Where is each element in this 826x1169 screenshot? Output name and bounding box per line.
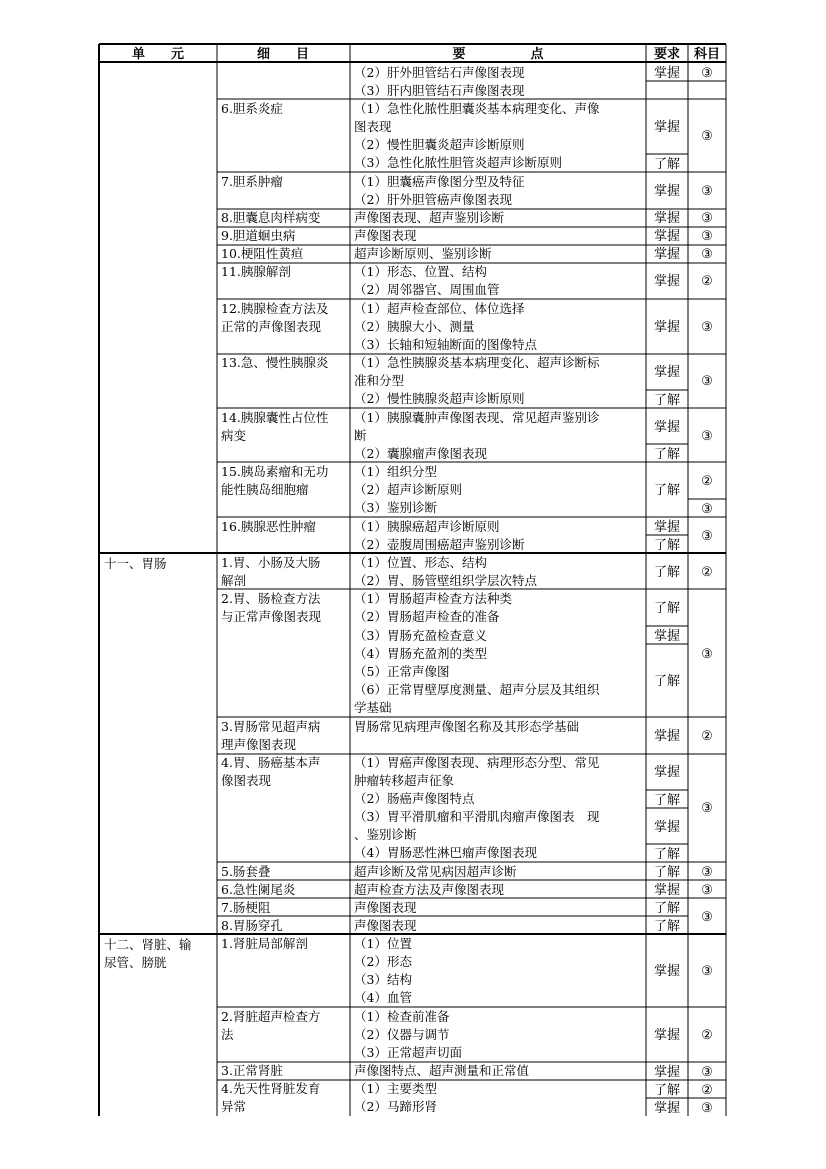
detail-cell: 8.胃肠穿孔 [221,918,283,933]
requirement-cell: 掌握 [653,1028,681,1043]
header-requirement: 要求 [653,47,681,62]
subject-cell: ③ [701,801,713,816]
requirement-column [654,65,680,1116]
header-subject: 科目 [693,47,721,62]
point-line: （3）胃肠充盈检查意义 [354,628,487,643]
point-line: 肿瘤转移超声征象 [354,773,455,788]
header-unit: 单 元 [131,47,185,62]
point-line: （2）肝外胆管癌声像图表现 [354,192,512,207]
detail-column [221,101,329,1114]
subject-cell: ③ [701,129,713,144]
detail-cell: 2.肾脏超声检查方 [221,1009,321,1024]
requirement-cell: 了解 [653,865,681,880]
requirement-cell: 了解 [653,674,681,689]
unit-label: 十一、胃肠 [104,556,167,571]
point-line: （6）正常胃壁厚度测量、超声分层及其组织 [354,682,600,697]
point-line: （2）仪器与调节 [354,1027,450,1042]
requirement-cell: 掌握 [653,274,681,289]
point-line: （1）组织分型 [354,464,437,479]
subject-cell: ③ [701,184,713,199]
unit-label: 十二、肾脏、输 [104,937,192,952]
requirement-cell: 了解 [653,919,681,934]
detail-cell: 与正常声像图表现 [221,609,322,624]
detail-cell: 13.急、慢性胰腺炎 [221,355,329,370]
subject-cell: ② [701,274,713,289]
requirement-cell: 了解 [653,1083,681,1098]
point-line: 胃肠常见病理声像图名称及其形态学基础 [354,719,580,734]
point-line: （2）肝外胆管结石声像图表现 [354,65,525,80]
point-line: 超声检查方法及声像图表现 [354,882,505,897]
table-header [132,46,720,62]
point-line: （2）慢性胰腺炎超声诊断原则 [354,391,525,406]
point-line: （2）肠癌声像图特点 [354,791,475,806]
subject-cell: ② [701,1083,713,1098]
point-line: （4）血管 [354,990,412,1005]
subject-cell: ③ [701,1101,713,1116]
unit-column [104,556,192,970]
subject-cell: ③ [701,374,713,389]
requirement-cell: 掌握 [653,320,681,335]
point-line: 学基础 [354,700,392,715]
point-line: （3）胃平滑肌瘤和平滑肌肉瘤声像图表 现 [354,809,600,824]
detail-cell: 5.肠套叠 [221,864,271,879]
unit-label: 尿管、膀胱 [104,955,167,970]
subject-cell: ② [701,474,713,489]
point-line: （3）长轴和短轴断面的图像特点 [354,337,537,352]
subject-cell: ③ [701,211,713,226]
detail-cell: 7.胆系肿瘤 [221,174,283,189]
requirement-cell: 掌握 [653,729,681,744]
requirement-cell: 了解 [653,565,681,580]
requirement-cell: 掌握 [653,247,681,262]
requirement-cell: 掌握 [653,66,681,81]
point-line: （4）胃肠恶性淋巴瘤声像图表现 [354,845,537,860]
subject-cell: ③ [701,320,713,335]
subject-cell: ③ [701,429,713,444]
point-line: 超声诊断原则、鉴别诊断 [354,246,492,261]
requirement-cell: 了解 [653,793,681,808]
point-line: （1）主要类型 [354,1081,437,1096]
point-line: （1）位置 [354,936,412,951]
requirement-cell: 掌握 [653,765,681,780]
detail-cell: 10.梗阻性黄疸 [221,246,304,261]
point-line: 图表现 [354,119,392,134]
point-line: （2）慢性胆囊炎超声诊断原则 [354,137,525,152]
detail-cell: 解剖 [221,573,247,588]
detail-cell: 像图表现 [221,773,272,788]
requirement-cell: 了解 [653,483,681,498]
point-line: 声像图表现、超声鉴别诊断 [354,210,505,225]
detail-cell: 11.胰腺解剖 [221,264,291,279]
point-line: （3）急性化脓性胆管炎超声诊断原则 [354,155,562,170]
subject-cell: ② [701,1028,713,1043]
requirement-cell: 掌握 [653,1101,681,1116]
requirement-cell: 掌握 [653,184,681,199]
requirement-cell: 掌握 [653,420,681,435]
detail-cell: 4.胃、肠癌基本声 [221,755,321,770]
point-line: （1）胰腺囊肿声像图表现、常见超声鉴别诊 [354,410,600,425]
detail-cell: 3.正常肾脏 [221,1063,283,1078]
point-line: （2）形态 [354,954,412,969]
subject-column [701,66,713,1116]
point-line: （1）超声检查部位、体位选择 [354,301,525,316]
detail-cell: 9.胆道蛔虫病 [221,228,296,243]
detail-cell: 16.胰腺恶性肿瘤 [221,519,316,534]
point-line: （3）肝内胆管结石声像图表现 [354,83,525,98]
point-line: 断 [354,428,367,443]
detail-cell: 8.胆囊息肉样病变 [221,210,321,225]
requirement-cell: 掌握 [653,229,681,244]
subject-cell: ③ [701,1065,713,1080]
subject-cell: ③ [701,66,713,81]
point-line: （2）胃、肠管壁组织学层次特点 [354,573,537,588]
point-line: 声像图特点、超声测量和正常值 [354,1063,530,1078]
requirement-cell: 掌握 [653,883,681,898]
subject-cell: ③ [701,910,713,925]
detail-cell: 1.肾脏局部解剖 [221,936,308,951]
point-line: （1）急性胰腺炎基本病理变化、超声诊断标 [354,355,600,370]
detail-cell: 15.胰岛素瘤和无功 [221,464,329,479]
point-line: （1）胃癌声像图表现、病理形态分型、常见 [354,755,600,770]
requirement-cell: 了解 [653,601,681,616]
point-line: （2）胃肠超声检查的准备 [354,609,500,624]
point-line: （5）正常声像图 [354,664,450,679]
point-line: （3）正常超声切面 [354,1045,462,1060]
point-line: （2）囊腺瘤声像图表现 [354,446,487,461]
detail-cell: 6.胆系炎症 [221,101,283,116]
requirement-cell: 掌握 [653,365,681,380]
header-points: 要 点 [452,47,544,62]
point-line: （2）胰腺大小、测量 [354,319,475,334]
subject-cell: ③ [701,247,713,262]
subject-cell: ③ [701,883,713,898]
detail-cell: 理声像图表现 [221,737,297,752]
point-line: 、鉴别诊断 [354,827,417,842]
requirement-cell: 掌握 [653,964,681,979]
requirement-cell: 掌握 [653,1065,681,1080]
point-line: （2）周邻器官、周围血管 [354,282,500,297]
point-line: 超声诊断及常见病因超声诊断 [354,864,517,879]
detail-cell: 病变 [221,428,247,443]
point-line: （2）壶腹周围癌超声鉴别诊断 [354,537,525,552]
requirement-cell: 了解 [653,901,681,916]
detail-cell: 6.急性阑尾炎 [221,882,296,897]
point-line: （1）急性化脓性胆囊炎基本病理变化、声像 [354,101,600,116]
point-line: （3）鉴别诊断 [354,500,437,515]
detail-cell: 12.胰腺检查方法及 [221,301,329,316]
requirement-cell: 了解 [653,157,681,172]
point-line: （1）形态、位置、结构 [354,264,487,279]
detail-cell: 2.胃、肠检查方法 [221,591,321,606]
subject-cell: ③ [701,647,713,662]
detail-cell: 异常 [221,1099,247,1114]
header-detail: 细 目 [256,47,310,62]
point-line: （1）胰腺癌超声诊断原则 [354,519,500,534]
detail-cell: 14.胰腺囊性占位性 [221,410,329,425]
requirement-cell: 了解 [653,538,681,553]
point-line: （1）检查前准备 [354,1009,450,1024]
requirement-cell: 掌握 [653,820,681,835]
point-line: 声像图表现 [354,918,417,933]
detail-cell: 7.肠梗阻 [221,900,271,915]
point-line: （3）结构 [354,972,412,987]
detail-cell: 4.先天性肾脏发育 [221,1081,321,1096]
point-line: 声像图表现 [354,900,417,915]
detail-cell: 正常的声像图表现 [221,319,322,334]
point-line: （2）马蹄形肾 [354,1099,437,1114]
requirement-cell: 掌握 [653,629,681,644]
point-line: （1）胆囊癌声像图分型及特征 [354,174,525,189]
subject-cell: ③ [701,502,713,517]
requirement-cell: 了解 [653,847,681,862]
requirement-cell: 了解 [653,393,681,408]
point-line: （2）超声诊断原则 [354,482,462,497]
detail-cell: 3.胃肠常见超声病 [221,719,321,734]
requirement-cell: 了解 [653,447,681,462]
requirement-cell: 掌握 [653,211,681,226]
detail-cell: 1.胃、小肠及大肠 [221,555,321,570]
point-line: （4）胃肠充盈剂的类型 [354,646,487,661]
subject-cell: ③ [701,529,713,544]
point-line: （1）胃肠超声检查方法种类 [354,591,512,606]
detail-cell: 能性胰岛细胞瘤 [221,482,309,497]
detail-cell: 法 [221,1027,234,1042]
point-line: （1）位置、形态、结构 [354,555,487,570]
requirement-cell: 掌握 [653,520,681,535]
point-line: 准和分型 [354,373,405,388]
subject-cell: ② [701,565,713,580]
point-line: 声像图表现 [354,228,417,243]
subject-cell: ③ [701,964,713,979]
subject-cell: ② [701,729,713,744]
subject-cell: ③ [701,229,713,244]
requirement-cell: 掌握 [653,120,681,135]
subject-cell: ③ [701,865,713,880]
